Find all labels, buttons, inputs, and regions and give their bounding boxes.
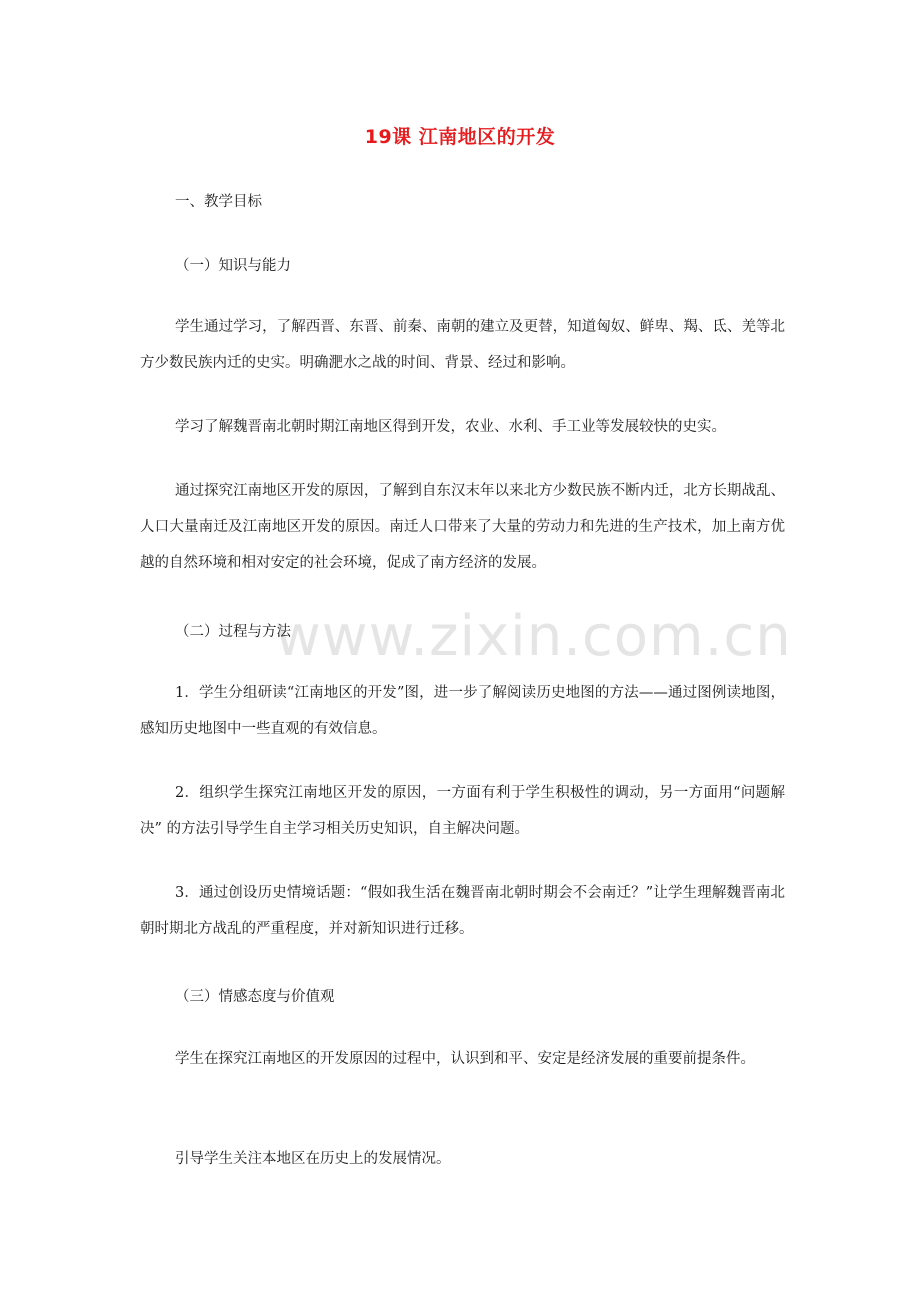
paragraph-values-2: 引导学生关注本地区在历史上的发展情况。 (175, 1151, 451, 1167)
paragraph-method-2: 2．组织学生探究江南地区开发的原因，一方面有利于学生积极性的调动，另一方面用“问题解决” 的方法引导学生自主学习相关历史知识，自主解决问题。 (140, 785, 785, 837)
subheading-process-method: （二）过程与方法 (175, 624, 291, 640)
subheading-emotion-values: （三）情感态度与价值观 (175, 989, 335, 1005)
paragraph-method-1: 1．学生分组研读“江南地区的开发”图，进一步了解阅读历史地图的方法——通过图例读地图，感知历史地图中一些直观的有效信息。 (140, 685, 785, 737)
paragraph-method-3: 3．通过创设历史情境话题：“假如我生活在魏晋南北朝时期会不会南迁？”让学生理解魏晋南北朝时期北方战乱的严重程度，并对新知识进行迁移。 (140, 885, 785, 937)
paragraph-knowledge-3: 通过探究江南地区开发的原因，了解到自东汉末年以来北方少数民族不断内迁，北方长期战乱、人口大量南迁及江南地区开发的原因。南迁人口带来了大量的劳动力和先进的生产技术，加上南方优越的自然环境和相对安定的社会环境，促成了南方经济的发展。 (140, 483, 785, 571)
section-heading-objectives: 一、教学目标 (175, 194, 262, 210)
paragraph-knowledge-2: 学习了解魏晋南北朝时期江南地区得到开发，农业、水利、手工业等发展较快的史实。 (175, 419, 726, 435)
subheading-knowledge-ability: （一）知识与能力 (175, 258, 291, 274)
page-title: 19课 江南地区的开发 (364, 126, 556, 148)
paragraph-values-1: 学生在探究江南地区的开发原因的过程中，认识到和平、安定是经济发展的重要前提条件。 (175, 1051, 755, 1067)
paragraph-knowledge-1: 学生通过学习，了解西晋、东晋、前秦、南朝的建立及更替，知道匈奴、鲜卑、羯、氐、羌等北方少数民族内迁的史实。明确淝水之战的时间、背景、经过和影响。 (140, 319, 785, 371)
watermark: www.zixin.com.cn (275, 604, 792, 669)
